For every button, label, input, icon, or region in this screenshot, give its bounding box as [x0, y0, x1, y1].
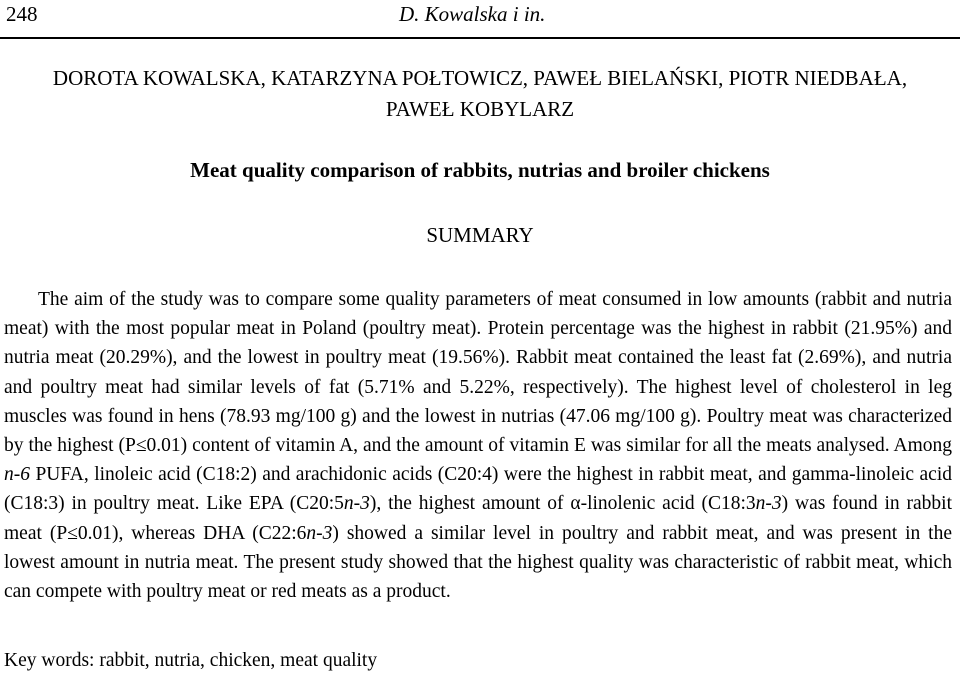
author-line-1: DOROTA KOWALSKA, KATARZYNA POŁTOWICZ, PAWEŁ BIELAŃSKI, PIOTR NIEDBAŁA, [52, 66, 908, 90]
abstract-term: n-3 [306, 522, 333, 544]
paper-title: Meat quality comparison of rabbits, nutrias and broiler chickens [190, 158, 770, 182]
abstract-text: ) was found in rabbit meat (P≤0.01), whereas DHA (C22:6 [4, 493, 953, 544]
summary-heading: SUMMARY [426, 223, 534, 247]
header-rule [0, 37, 960, 39]
keywords: Key words: rabbit, nutria, chicken, meat quality [4, 650, 378, 671]
author-line-2: PAWEŁ KOBYLARZ [385, 97, 575, 121]
abstract-term: n-3 [343, 493, 370, 515]
author-list [0, 63, 960, 125]
page-header [6, 2, 546, 27]
running-head: D. Kowalska i in. [399, 2, 546, 26]
abstract-text: ) showed a similar level in poultry and rabbit meat, and was present in the lowest amount in nutria meat. The present study showed that the highest quality was characteristic of rabbit meat, which can compete with poultry meat or red meats as a product. [4, 522, 952, 603]
abstract-text: The aim of the study was to compare some quality parameters of meat consumed in low amounts (rabbit and nutria meat) with the most popular meat in Poland (poultry meat). Protein percentage was the highest in rabbit (21.95%) and nutria meat (20.29%), and the lowest in poultry meat (19.56%). Rabbit meat contained the least fat (2.69%), and nutria and poultry meat had similar levels of fat (5.71% and 5.22%, respectively). The highest level of cholesterol in leg muscles was found in hens (78.93 mg/100 g) and the lowest in nutrias (47.06 mg/100 g). Poultry meat was characterized by the highest (P≤0.01) content of vitamin A, and the amount of vitamin E was similar for all the meats analysed. Among [4, 289, 952, 457]
abstract-paragraph [4, 285, 952, 606]
abstract-term: n-6 [4, 464, 30, 486]
abstract-text: PUFA, linoleic acid (C18:2) and arachidonic acids (C20:4) were the highest in rabbit meat, and gamma-linoleic acid (C18:3) in poultry meat. Like EPA (C20:5 [4, 464, 952, 515]
abstract-term: n-3 [755, 493, 782, 515]
abstract-text: ), the highest amount of α-linolenic acid (C18:3 [369, 493, 756, 515]
page-number: 248 [6, 2, 38, 26]
